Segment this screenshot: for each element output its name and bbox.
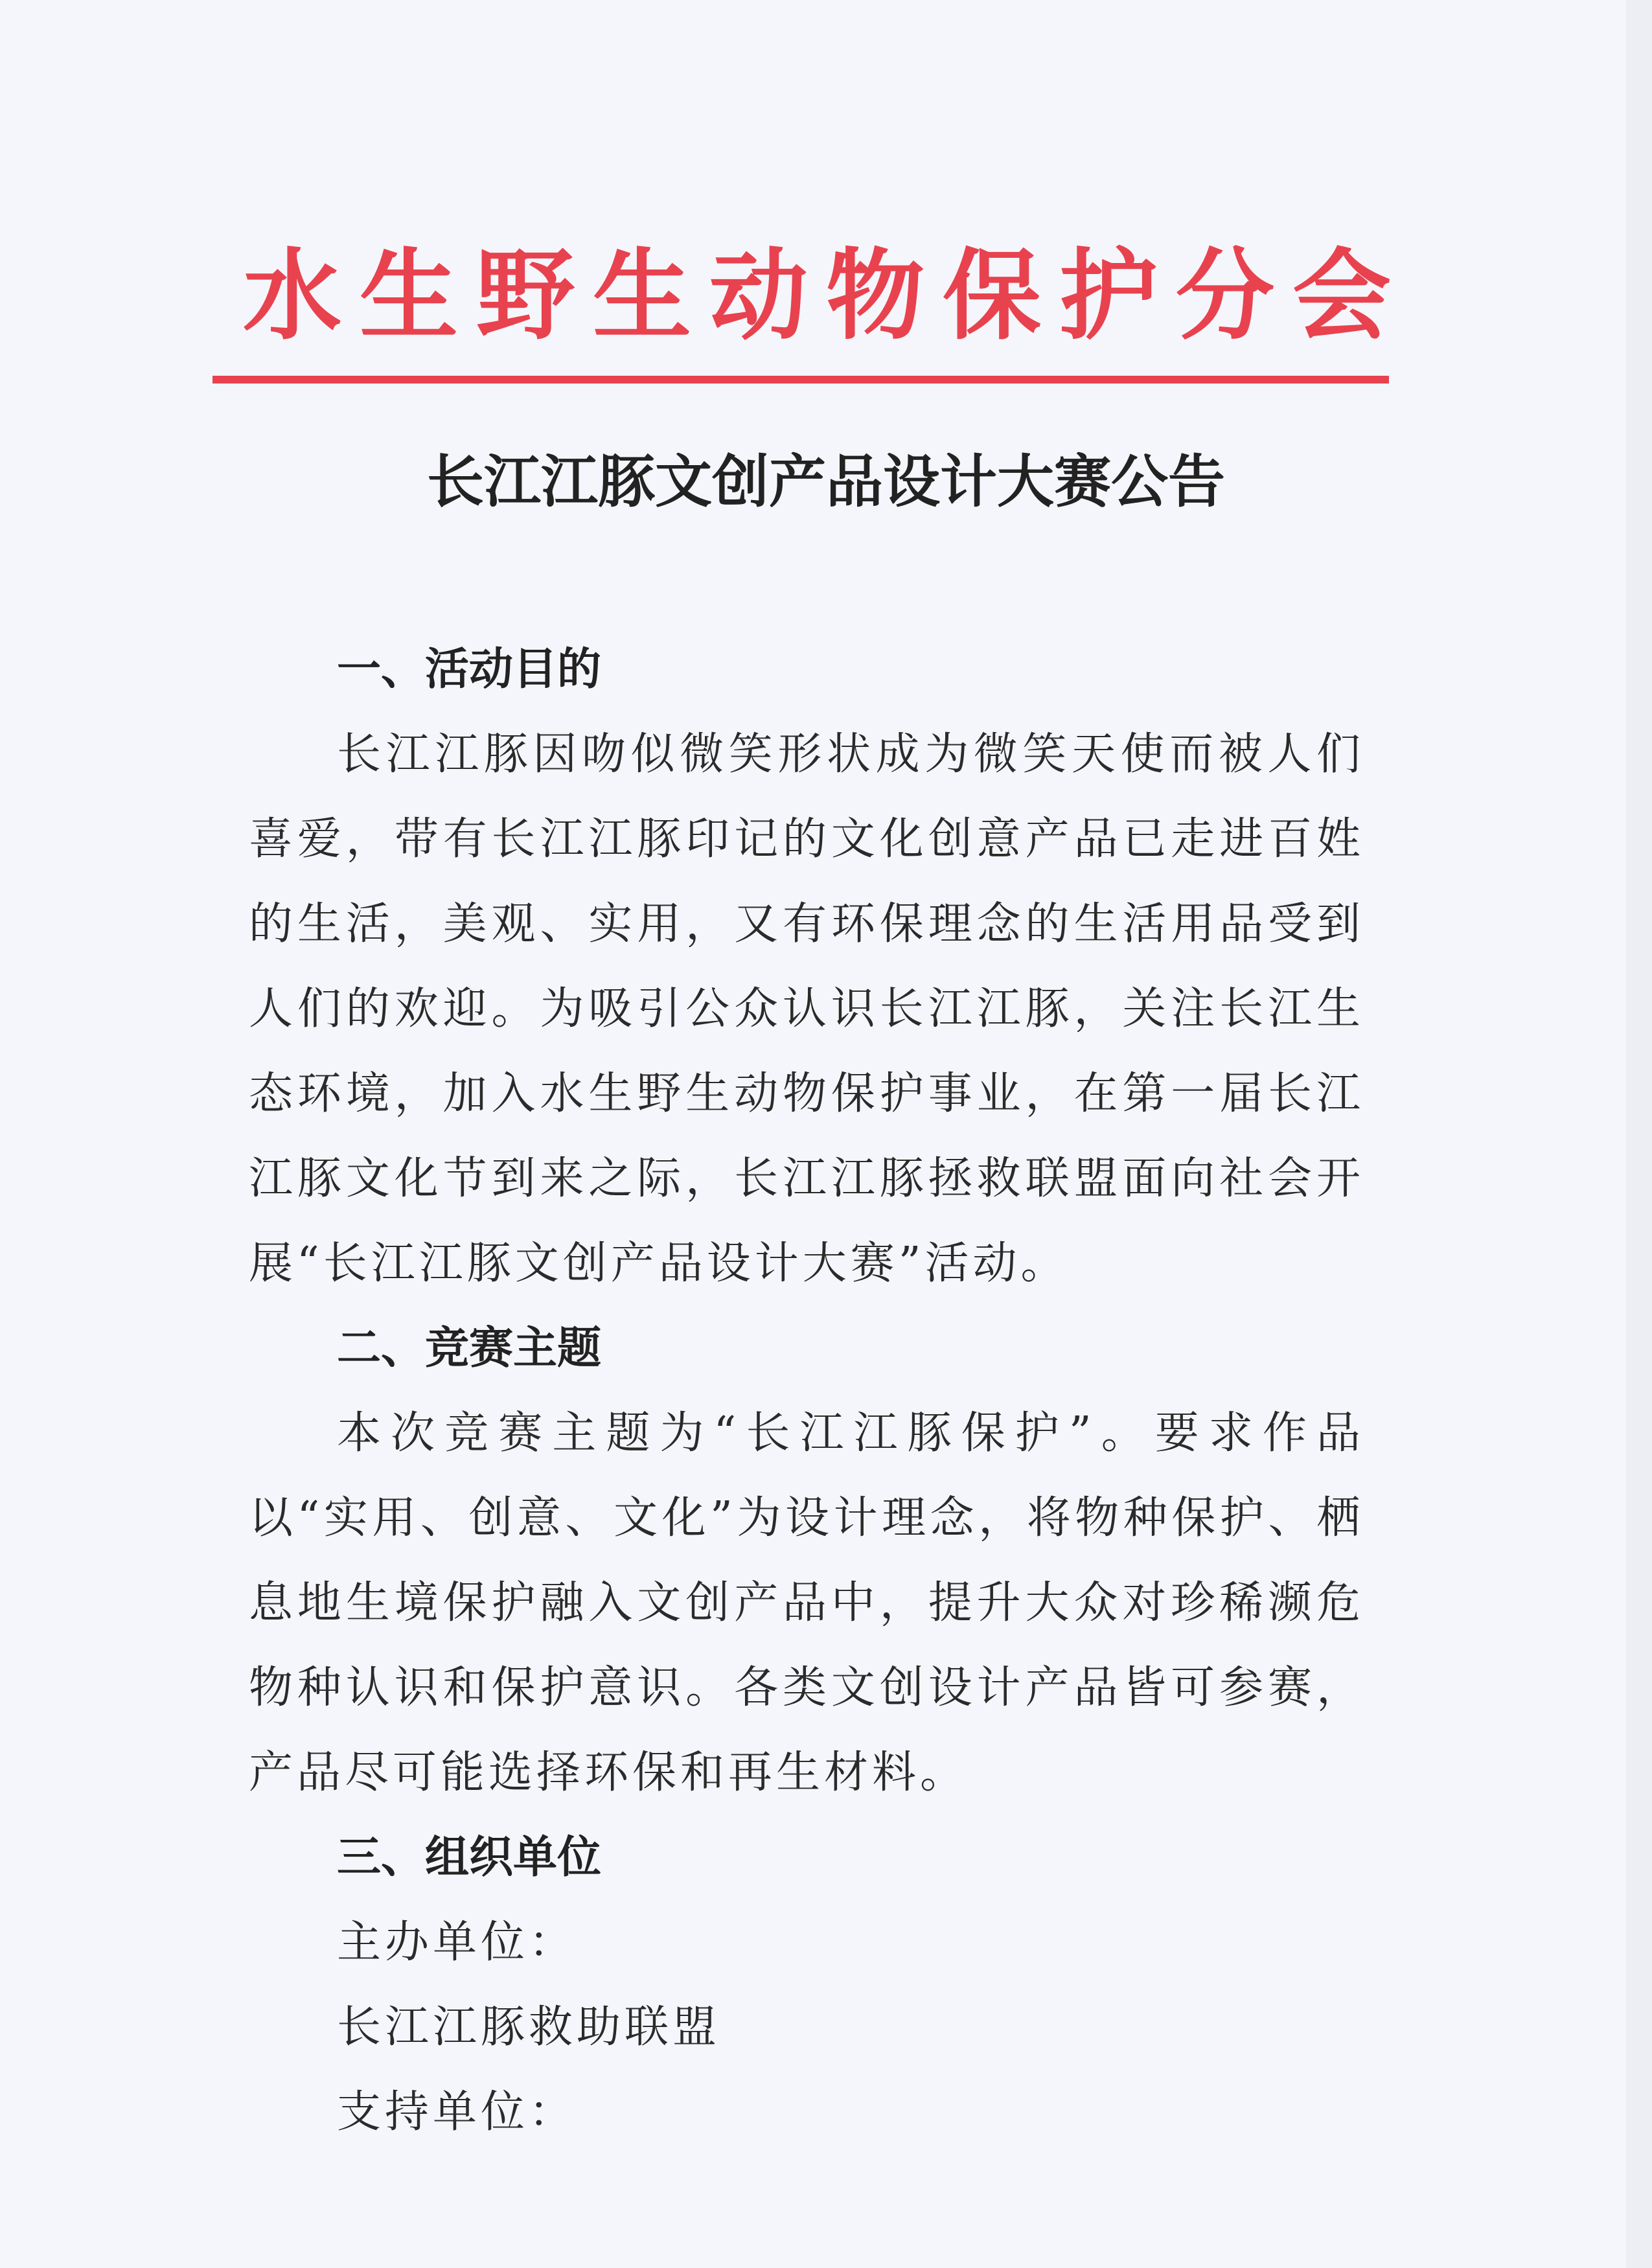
letterhead-red-rule [212, 376, 1389, 384]
organizer-host-name: 长江江豚救助联盟 [337, 2002, 721, 2053]
section-paragraph-purpose: 长江江豚因吻似微笑形状成为微笑天使而被人们喜爱，带有长江江豚印记的文化创意产品已走进百姓的生活，美观、实用，又有环保理念的生活用品受到人们的欢迎。为吸引公众认识长江江豚，关注长江生态环境，加入水生野生动物保护事业，在第一届长江江豚文化节到来之际，长江江豚拯救联盟面向社会开展“长江江豚文创产品设计大赛”活动。 [249, 729, 1364, 1289]
organizer-support-label: 支持单位： [337, 2087, 577, 2138]
document-body [249, 627, 1364, 2155]
section-paragraph-theme: 本次竞赛主题为“长江江豚保护”。要求作品以“实用、创意、文化”为设计理念，将物种保护、栖息地生境保护融入文创产品中，提升大众对珍稀濒危物种认识和保护意识。各类文创设计产品皆可参赛，产品尽可能选择环保和再生材料。 [249, 1408, 1364, 1798]
letterhead-org-name: 水生野生动物保护分会 [243, 237, 1409, 353]
document-title: 长江江豚文创产品设计大赛公告 [426, 448, 1225, 515]
section-heading-theme: 二、竞赛主题 [337, 1323, 602, 1374]
section-heading-purpose: 一、活动目的 [337, 644, 602, 695]
organizer-host-label: 主办单位： [337, 1917, 577, 1968]
section-heading-organizers: 三、组织单位 [337, 1832, 602, 1883]
